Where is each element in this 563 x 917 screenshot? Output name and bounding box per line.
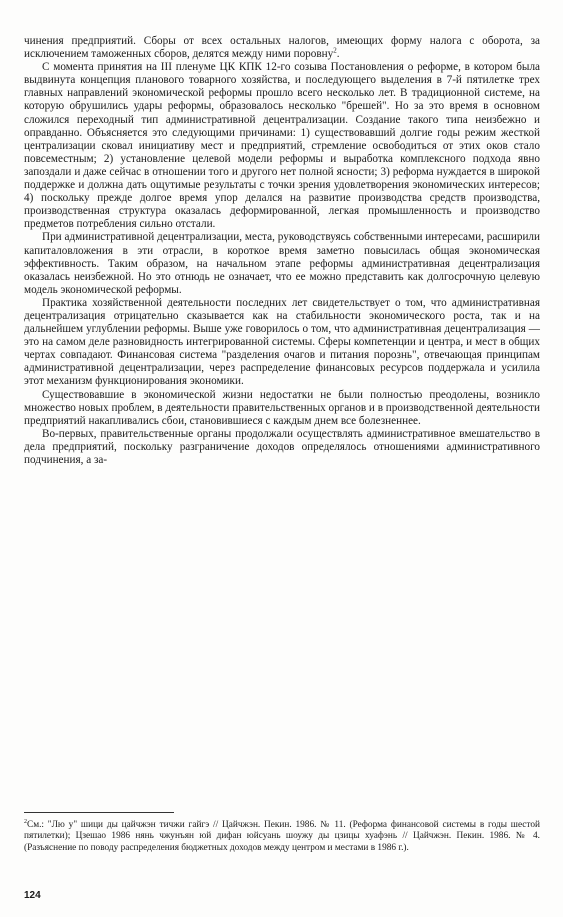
- footnote-divider: [24, 812, 174, 813]
- paragraph-3: При административной децентрализации, места, руководствуясь собственными интересами, расширили капиталовложения в эти отрасли, в короткое время заметно повысилась общая экономическая эффективность. Таким образом, на начальном этапе реформы административная децентрализация оказалась неизбежной. Но это отнюдь не означает, что ее можно представить как долгосрочную целевую модель экономической реформы.: [24, 231, 540, 296]
- footnote: [24, 820, 540, 854]
- paragraph-1-text: чинения предприятий. Сборы от всех остальных налогов, имеющих форму налога с оборота, за исключением таможенных сборов, делятся между ними поровну: [24, 35, 540, 61]
- paragraph-1: [24, 35, 540, 61]
- main-text: [24, 35, 540, 467]
- paragraph-2: С момента принятия на III пленуме ЦК КПК 12-го созыва Постановления о реформе, в котором была выдвинута концепция планового товарного хозяйства, и последующего выделения в 7-й пятилетке трех главных направлений экономической реформы прошло всего несколько лет. В традиционной системе, на которую обрушились удары реформы, образовалось несколько "брешей". Но за это время в основном сложился переходный тип административной децентрализации. Создание такого типа неизбежно и оправданно. Объясняется это следующими причинами: 1) существовавший долгие годы режим жесткой централизации сковал инициативу мест и предприятий, стремление освободиться от этих оков стало повсеместным; 2) установление целевой модели реформы и выработка комплексного подхода явно запоздали и даже сейчас в отношении того и другого нет полной ясности; 3) реформа нуждается в широкой поддержке и должна дать ощутимые результаты с точки зрения удовлетворения экономических интересов; 4) поскольку прежде долгое время упор делался на развитие производства средств производства, производственная структура оказалась деформированной, легкая промышленность и производство предметов потребления сильно отстали.: [24, 61, 540, 231]
- paragraph-4: Практика хозяйственной деятельности последних лет свидетельствует о том, что административная децентрализация отрицательно сказывается как на стабильности экономического роста, так и на дальнейшем углублении реформы. Выше уже говорилось о том, что административная децентрализация — это на самом деле разновидность интегрированной системы. Сферы компетенции и центра, и мест в общих чертах совпадают. Финансовая система "разделения очагов и питания порознь", отвечающая принципам административной децентрализации, через распределение финансовых ресурсов поддержала и усилила этот механизм функционирования экономики.: [24, 296, 540, 388]
- paragraph-5: Существовавшие в экономической жизни недостатки не были полностью преодолены, возникло множество новых проблем, в деятельности правительственных органов и в производственной деятельности предприятий накапливались сбои, становившиеся с каждым днем все болезненнее.: [24, 388, 540, 427]
- footnote-marker: 2: [24, 818, 27, 825]
- footnote-text: См.: "Лю у" шици ды цайчжэн тичжи гайгэ // Цайчжэн. Пекин. 1986. № 11. (Реформа финансовой системы в годы шестой пятилетки); Цзешао 1986 нянь чжунъян юй дифан юйсуань шоужу ды цзицы хуафэнь // Цайчжэн. Пекин. 1986. № 4. (Разъяснение по поводу распределения бюджетных доходов между центром и местами в 1986 г.).: [24, 820, 540, 853]
- paragraph-1-tail: .: [336, 48, 340, 61]
- footnote-ref: 2: [333, 46, 337, 55]
- paragraph-6: Во-первых, правительственные органы продолжали осуществлять административное вмешательство в дела предприятий, поскольку разграничение доходов определялось отношениями административного подчинения, а за-: [24, 427, 540, 466]
- page-number: 124: [24, 890, 41, 901]
